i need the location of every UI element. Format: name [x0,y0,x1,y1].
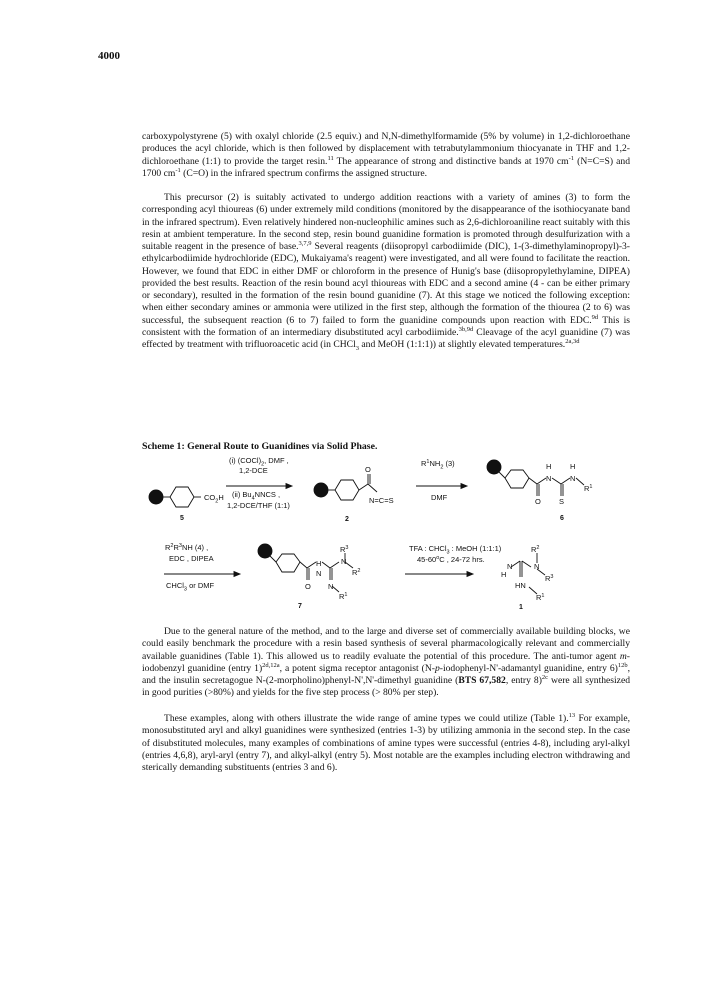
ncs-label: N=C=S [369,496,394,505]
p2-a: This precursor (2) is suitably activated to undergo addition reactions with a variety of amines (3) to form the corresponding acyl thioureas (6) under extremely mild conditions (monitored by the disappearance of the isothiocyanate band in the infrared spectrum). Even relatively hindered non-nucleophilic amines such as 2,6-dichloroaniline react suitably with this resin at ambient temperature. In the second step, resin bound guanidine formation is promoted through desulfurization with a suitable reagent in the presence of base. [142,192,630,252]
step1-reagent-b: 1,2-DCE [239,466,268,475]
p3-m: m [619,650,627,662]
r3-label: $R^3$ [340,545,349,554]
amine4-solvent: CHCl$_3$ or DMF [166,581,215,593]
paragraph-3 [142,626,630,700]
compound-6-label: 6 [560,515,564,522]
ref-379: 3,7,9 [298,239,312,247]
resin-bead-icon [314,483,328,497]
p3-b: -iodobenzyl guanidine (entry 1) [142,650,630,674]
resin-bead-icon [149,490,163,504]
p4-a: These examples, along with others illustrate the wide range of amine types we could utilize (Table 1). [164,713,569,724]
p3-e: , and the insulin secretagogue N-(2-morpholino)phenyl-N',N'-dimethyl guanidine ( [142,662,630,686]
resin-bead-icon [487,460,501,474]
p3-g: were all synthesized in good purities (>80%) and yields for the five step process (> 80% per step). [142,675,630,699]
cleavage-reagent: TFA : CHCl$_3$ : MeOH (1:1:1) [409,544,502,556]
r2-label: $R^2$ [352,568,361,577]
amine4-label: $R^2R^3NH$ (4) , [165,543,209,552]
ref-12b: 12b [617,661,628,669]
amine3-label: $R^1NH_2$ (3) [421,459,455,471]
compound-7-label: 7 [298,603,302,610]
r3-label: $R^3$ [545,574,554,583]
n-label: N [316,569,322,578]
p1-line3: tetrabutylammonium thiocyanate in THF and 1,2-dichloroethane (1:1) to provide the target resin. [142,143,630,167]
p1-line3-tail: The [333,155,352,167]
p3-d: -iodophenyl-N'-adamantyl guanidine, entry 6) [439,662,618,674]
resin-bead-icon [258,544,272,558]
ref-11: 11 [327,154,334,162]
p2-e: and MeOH (1:1:1)) at slightly elevated temperatures. [359,339,566,350]
n-label: N [534,562,540,571]
p2-b: Several reagents (diisopropyl carbodiimide (DIC), 1-(3-dimethylaminopropyl)-3-ethylcarbodiimide hydrochloride (EDC), Mukaiyama's reagent) were investigated, and all were found to facilitate the reaction. However, we found that EDC in either DMF or chloroform in the presence of Hunig's base (diisopropylethylamine, DIPEA) provided the best results. Reaction of the resin bound acyl thioureas with EDC and a second amine (4 - can be either primary or secondary), resulted in the formation of the resin bound guanidine (7). At this stage we noticed the following exception: when either secondary amines or ammonia were utilized in the first step, although the formation of the thiourea (2 to 6) was successful, the subsequent reaction (6 to 7) failed to form the guanidine compounds upon reaction with EDC. [142,241,630,326]
ref-3b9d: 3b,9d [458,325,474,333]
r1-label: $R^1$ [584,484,593,493]
compound-1-label: 1 [519,604,523,611]
n-label: N [546,474,552,483]
carbonyl-o-label: O [305,582,311,591]
p2-sub: 3 [355,344,359,352]
carbonyl-o-label: O [535,497,541,506]
compound-2-label: 2 [345,516,349,523]
carbonyl-o-label: O [365,465,371,474]
p3-f: , entry 8) [505,675,542,686]
scheme-title: Scheme 1: General Route to Guanidines via Solid Phase. [142,441,378,452]
r2-label: $R^2$ [531,545,540,554]
amine4-reagents: EDC , DIPEA [169,554,214,563]
n-label: N [507,562,513,571]
p3-p: p [434,662,440,674]
dmf-label: DMF [431,493,448,502]
p1-line1: carboxypolystyrene (5) with oxalyl chloride (2.5 equiv.) and N,N-dimethylformamide (5% by volume) in [142,131,555,142]
unit-cm2: -1 [175,166,181,174]
p3-c: , a potent sigma receptor antagonist (N- [279,662,435,674]
p1-line4-mid: (N=C=S) and 1700 cm [142,155,630,179]
paragraph-4 [142,713,630,774]
p1-line2: 1,2-dichloroethane produces the acyl chloride, which is then followed by displacement with [142,131,630,155]
h-label: H [570,462,576,471]
unit-cm1: -1 [568,154,575,162]
step1-reagent-d: 1,2-DCE/THF (1:1) [227,501,290,510]
step1-reagent-c: (ii) $Bu_4NNCS$ , [232,490,281,502]
r1-label: $R^1$ [536,593,545,602]
p3-a: Due to the general nature of the method, and to the large and diverse set of commercially available building blocks, we could easily benchmark the procedure with a resin based synthesis of several pharmacologically relevant and commercially available guanidines (Table 1). This allowed us to readily evaluate the potential of this procedure. The anti-tumor agent [142,626,630,662]
step1-reagent-a: (i) $(COCl)_2$, DMF , [229,456,289,468]
ref-2c: 2c [541,673,549,681]
p1-line5: spectrum confirms the assigned structure. [267,167,427,179]
compound-5-label: 5 [180,515,184,522]
thione-s-label: S [559,497,565,506]
n-label: N [570,474,576,483]
ref-9d: 9d [591,313,599,321]
n-label: N [341,557,347,566]
cleavage-conditions: 45-60$^o$C , 24-72 hrs. [417,555,485,564]
p1-line4: appearance of strong and distinctive bands at 1970 cm [354,155,569,167]
p2-c: This is consistent with the formation of an intermediary disubstituted acyl carbodiimide. [142,314,630,338]
p3-bts: BTS 67,582 [458,675,506,686]
page-number: 4000 [98,50,120,62]
ref-13: 13 [568,711,576,719]
h-label: H [501,570,507,579]
co2h-label: $CO_2H$ [204,493,224,505]
r1-label: $R^1$ [339,592,348,601]
ref-2a3d: 2a,3d [565,337,580,345]
h-label: H [316,559,322,568]
p2-d: Cleavage of the acyl guanidine (7) was effected by treatment with trifluoroacetic acid (in CHCl [142,326,631,350]
p4-b: For example, monosubstituted aryl and alkyl guanidines were synthesized (entries 1-3) by utilizing ammonia in the second step. In the case of disubstituted molecules, many examples of combinations of amine types were successful (entries 4-8), including aryl-alkyl (entries 4,6,8), aryl-aryl (entry 7), and alkyl-alkyl (entry 5). Most notable are the examples including electron withdrawing and sterically demanding substituents (entries 3 and 6). [142,713,630,773]
n-label: N [328,582,334,591]
p1-line4-tail: (C=O) in the infrared [180,167,265,179]
hn-label: HN [515,581,526,590]
ref-2d12a: 2d,12a [262,661,280,669]
h-label: H [546,462,552,471]
